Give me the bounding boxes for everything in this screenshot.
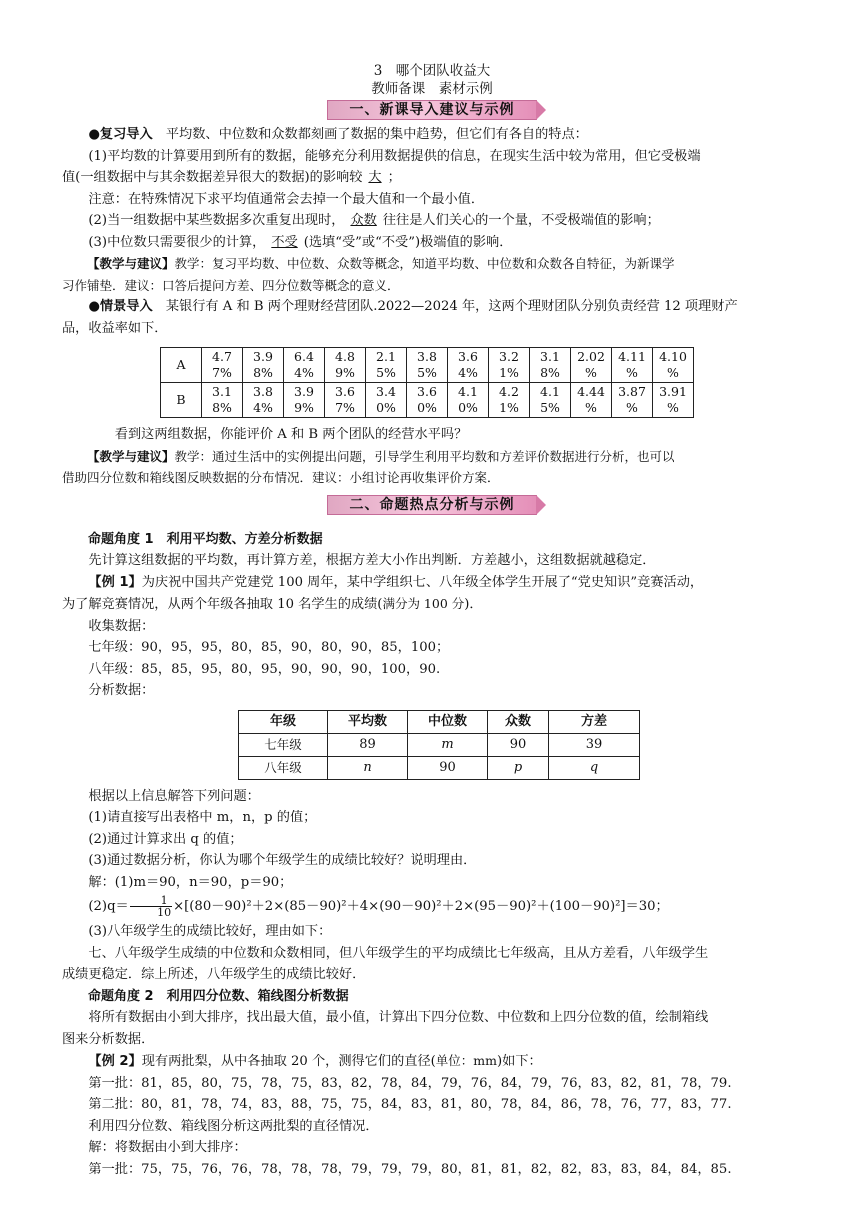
analysis-cell: p: [488, 756, 549, 779]
rate-top: 4.1: [540, 384, 560, 399]
return-rate-cell: [284, 383, 325, 418]
scene-question: 看到这两组数据，你能评价 A 和 B 两个团队的经营水平吗？: [114, 427, 468, 442]
rate-bottom: 0%: [458, 400, 478, 415]
question-2: (2)通过计算求出 q 的值；: [88, 831, 243, 847]
batch2-data: 第二批：80，81，78，74，83，88，75，75，84，83，81，80，78，84，86，78，76，77，83，77.: [88, 1097, 732, 1112]
rate-top: 4.2: [499, 384, 519, 399]
fraction-one-tenth: [130, 895, 172, 918]
solution-1: 解：(1)m＝90，n＝90，p＝90；: [88, 874, 293, 890]
ex1-a: 为庆祝中国共产党建党 100 周年，某中学组织七、八年级全体学生开展了“党史知识”竞赛活动，: [141, 574, 704, 590]
team-label: A: [161, 348, 202, 383]
analysis-table: [238, 710, 640, 780]
ex1-line-b: [62, 593, 802, 616]
return-rate-cell: [366, 348, 407, 383]
rate-top: 6.4: [294, 349, 314, 364]
tip1-line-a: [62, 253, 802, 275]
analysis-cell: 八年级: [239, 756, 328, 779]
angle2-line-a: 将所有数据由小到大排序，找出最大值，最小值，计算出下四分位数、中位数和上四分位数的值，绘制箱线: [88, 1010, 709, 1025]
collect-label: 收集数据：: [88, 618, 155, 634]
analysis-row: [239, 733, 640, 756]
item3-line: [62, 232, 802, 254]
ex1-b-small: 满分为 100 分: [382, 596, 465, 611]
question-3: (3)通过数据分析，你认为哪个年级学生的成绩比较好？说明理由．: [88, 853, 477, 868]
rate-top: 3.9: [294, 384, 314, 399]
rate-top: 4.8: [335, 349, 355, 364]
ex2-line: [62, 1050, 802, 1073]
analysis-cell: 39: [549, 733, 640, 756]
return-rate-cell: [325, 348, 366, 383]
analyze-label: 分析数据：: [88, 683, 155, 698]
section2-banner-text: 二、命题热点分析与示例: [349, 496, 515, 513]
item1-b-post: ；: [387, 170, 401, 185]
rate-bottom: 1%: [499, 400, 519, 415]
analysis-header: 年级: [239, 710, 328, 733]
item1-b-pre: 值(一组数据中与其余数据差异很大的数据)的影响较: [62, 170, 363, 185]
return-rate-cell: [530, 383, 571, 418]
return-rate-cell: [407, 348, 448, 383]
ex1-label: 【例 1】: [88, 574, 142, 590]
rate-bottom: %: [626, 365, 638, 380]
rate-top: 3.8: [253, 384, 273, 399]
analysis-cell: 七年级: [239, 733, 328, 756]
rate-top: 3.6: [417, 384, 437, 399]
return-rate-cell: [284, 348, 325, 383]
item1-blank: 大: [368, 170, 382, 185]
ex2-solution: 解：将数据由小到大排序：: [88, 1140, 247, 1155]
analysis-cell: 90: [408, 756, 488, 779]
return-rate-table: [160, 347, 694, 418]
analysis-cell: 90: [488, 733, 549, 756]
item3-post: (选填“受”或“不受”)极端值的影响．: [303, 234, 513, 250]
return-rate-cell: [448, 383, 489, 418]
rate-top: 3.4: [376, 384, 396, 399]
return-rate-row: [161, 383, 694, 418]
review-label: ●复习导入: [88, 127, 153, 142]
rate-bottom: %: [667, 400, 679, 415]
rate-top: 3.9: [253, 349, 273, 364]
analysis-header: 平均数: [328, 710, 408, 733]
rate-top: 3.1: [212, 384, 232, 399]
scene-line-a: [62, 296, 802, 318]
rate-bottom: 8%: [212, 400, 232, 415]
analysis-row: [239, 756, 640, 779]
section1-banner: [62, 100, 802, 120]
item2-blank: 众数: [350, 213, 377, 228]
tip1-a: 教学：复习平均数、中位数、众数等概念，知道平均数、中位数和众数各自特征，为新课学: [174, 256, 675, 271]
rate-bottom: 8%: [253, 365, 273, 380]
rate-bottom: %: [626, 400, 638, 415]
rate-bottom: 5%: [417, 365, 437, 380]
fraction-numerator: 1: [130, 895, 172, 907]
ex2-label: 【例 2】: [88, 1054, 142, 1069]
section1-banner-text: 一、新课导入建议与示例: [349, 102, 515, 118]
return-rate-cell: [489, 348, 530, 383]
tip2-line-a: [62, 446, 802, 468]
rate-bottom: %: [585, 400, 597, 415]
scene-a: 某银行有 A 和 B 两个理财经营团队.2022—2024 年，这两个理财团队分别负责经营 12 项理财产: [165, 299, 738, 314]
return-rate-cell: [571, 348, 612, 383]
angle2-title: 命题角度 2 利用四分位数、箱线图分析数据: [88, 988, 349, 1004]
rate-top: 4.10: [659, 349, 687, 364]
rate-bottom: 7%: [212, 365, 232, 380]
rate-bottom: %: [585, 365, 597, 380]
lesson-subtitle: 教师备课 素材示例: [371, 81, 493, 97]
scene-label: ●情景导入: [88, 299, 153, 314]
rate-bottom: 0%: [376, 400, 396, 415]
lesson-title: 3 哪个团队收益大: [373, 63, 491, 79]
rate-top: 4.11: [618, 349, 646, 364]
rate-top: 3.6: [458, 349, 478, 364]
item1-line-a: (1)平均数的计算要用到所有的数据，能够充分利用数据提供的信息，在现实生活中较为常用，但它受极端: [88, 148, 701, 164]
rate-top: 2.1: [376, 349, 396, 364]
batch1-data: 第一批：81，85，80，75，78，75，83，82，78，84，79，76，84，79，76，83，82，81，78，79.: [88, 1075, 732, 1091]
rate-bottom: 4%: [458, 365, 478, 380]
solution-3-line-a: 七、八年级学生成绩的中位数和众数相同，但八年级学生的平均成绩比七年级高，且从方差看，八年级学生: [88, 945, 709, 961]
angle2-line-b: 图来分析数据．: [62, 1031, 155, 1047]
solution-3: (3)八年级学生的成绩比较好，理由如下：: [88, 924, 332, 939]
question-1: (1)请直接写出表格中 m，n，p 的值；: [88, 810, 317, 825]
ask-line: 根据以上信息解答下列问题：: [88, 788, 260, 804]
rate-top: 3.87: [618, 384, 646, 399]
grade8-data: 八年级：85，85，95，80，95，90，90，90，100，90.: [88, 661, 441, 677]
solution-3-line-b: 成绩更稳定．综上所述，八年级学生的成绩比较好．: [62, 967, 366, 982]
ex2-question: 利用四分位数、箱线图分析这两批梨的直径情况．: [88, 1118, 379, 1134]
section2-banner: [62, 495, 802, 515]
note-line: 注意：在特殊情况下求平均值通常会去掉一个最大值和一个最小值．: [88, 191, 485, 207]
ex1-b-post: )．: [464, 597, 483, 612]
return-rate-cell: [202, 383, 243, 418]
analysis-header: 众数: [488, 710, 549, 733]
angle1-desc: 先计算这组数据的平均数，再计算方差，根据方差大小作出判断．方差越小，这组数据就越稳定．: [88, 553, 656, 568]
return-rate-cell: [612, 383, 653, 418]
item1-line-b: [62, 167, 802, 189]
return-rate-cell: [448, 348, 489, 383]
angle1-title: 命题角度 1 利用平均数、方差分析数据: [88, 531, 323, 547]
ex2-pre: 现有两批梨，从中各抽取 20 个，测得它们的直径(: [141, 1054, 436, 1069]
analysis-cell: m: [408, 733, 488, 756]
rate-bottom: 5%: [540, 400, 560, 415]
review-paragraph: [62, 124, 802, 146]
rate-top: 2.02: [577, 349, 605, 364]
item2-pre: (2)当一组数据中某些数据多次重复出现时，: [88, 213, 345, 228]
team-label: B: [161, 383, 202, 418]
rate-top: 4.1: [458, 384, 478, 399]
ex1-line-a: [62, 572, 802, 594]
return-rate-cell: [243, 348, 284, 383]
item3-pre: (3)中位数只需要很少的计算，: [88, 234, 266, 250]
tip2-a: 教学：通过生活中的实例提出问题，引导学生利用平均数和方差评价数据进行分析，也可以: [174, 448, 675, 464]
rate-bottom: 7%: [335, 400, 355, 415]
analysis-cell: 89: [328, 733, 408, 756]
return-rate-cell: [407, 383, 448, 418]
return-rate-row: [161, 348, 694, 383]
sol2-pre: (2)q＝: [88, 899, 129, 914]
review-intro: 平均数、中位数和众数都刻画了数据的集中趋势，但它们有各自的特点：: [165, 127, 588, 142]
rate-bottom: 1%: [499, 365, 519, 380]
rate-bottom: 4%: [253, 400, 273, 415]
item2-post: 往往是人们关心的一个量，不受极端值的影响；: [382, 213, 660, 228]
rate-bottom: 5%: [376, 365, 396, 380]
return-rate-cell: [202, 348, 243, 383]
analysis-header: 方差: [549, 710, 640, 733]
ex1-b-pre: 为了解竞赛情况，从两个年级各抽取 10 名学生的成绩(: [62, 597, 383, 612]
analysis-cell: q: [549, 756, 640, 779]
rate-bottom: 9%: [335, 365, 355, 380]
item2-line: [62, 210, 802, 232]
return-rate-cell: [243, 383, 284, 418]
analysis-cell: n: [328, 756, 408, 779]
return-rate-cell: [489, 383, 530, 418]
sol2-post: ×[(80－90)²＋2×(85－90)²＋4×(90－90)²＋2×(95－90)²＋(100－90)²]＝30；: [173, 899, 669, 914]
return-rate-cell: [325, 383, 366, 418]
ex2-small: 单位：mm: [435, 1053, 498, 1068]
rate-bottom: 0%: [417, 400, 437, 415]
rate-top: 4.44: [577, 384, 605, 399]
return-rate-cell: [612, 348, 653, 383]
tip1-line-b: 习作铺垫．建议：口答后提问方差、四分位数等概念的意义．: [62, 277, 400, 293]
scene-line-b: 品，收益率如下．: [62, 320, 168, 336]
tip2-label: 【教学与建议】: [87, 448, 175, 464]
tip2-line-b: 借助四分位数和箱线图反映数据的分布情况．建议：小组讨论再收集评价方案．: [62, 470, 500, 485]
rate-top: 3.1: [540, 349, 560, 364]
rate-bottom: 4%: [294, 365, 314, 380]
return-rate-cell: [530, 348, 571, 383]
rate-top: 3.91: [659, 384, 687, 399]
ex2-post: )如下：: [497, 1054, 542, 1069]
batch1-sorted: 第一批：75，75，76，76，78，78，78，79，79，79，80，81，81，82，82，83，83，84，84，85.: [88, 1161, 732, 1177]
return-rate-cell: [366, 383, 407, 418]
rate-top: 3.2: [499, 349, 519, 364]
rate-bottom: 9%: [294, 400, 314, 415]
rate-bottom: 8%: [540, 365, 560, 380]
item3-blank: 不受: [271, 234, 298, 250]
rate-top: 3.6: [335, 384, 355, 399]
return-rate-cell: [653, 348, 694, 383]
fraction-denominator: 10: [157, 906, 172, 919]
rate-top: 3.8: [417, 349, 437, 364]
solution-2: [62, 893, 802, 921]
return-rate-cell: [653, 383, 694, 418]
rate-top: 4.7: [212, 349, 232, 364]
analysis-header: 中位数: [408, 710, 488, 733]
return-rate-cell: [571, 383, 612, 418]
rate-bottom: %: [667, 365, 679, 380]
tip1-label: 【教学与建议】: [87, 256, 175, 271]
grade7-data: 七年级：90，95，95，80，85，90，80，90，85，100；: [88, 640, 450, 655]
